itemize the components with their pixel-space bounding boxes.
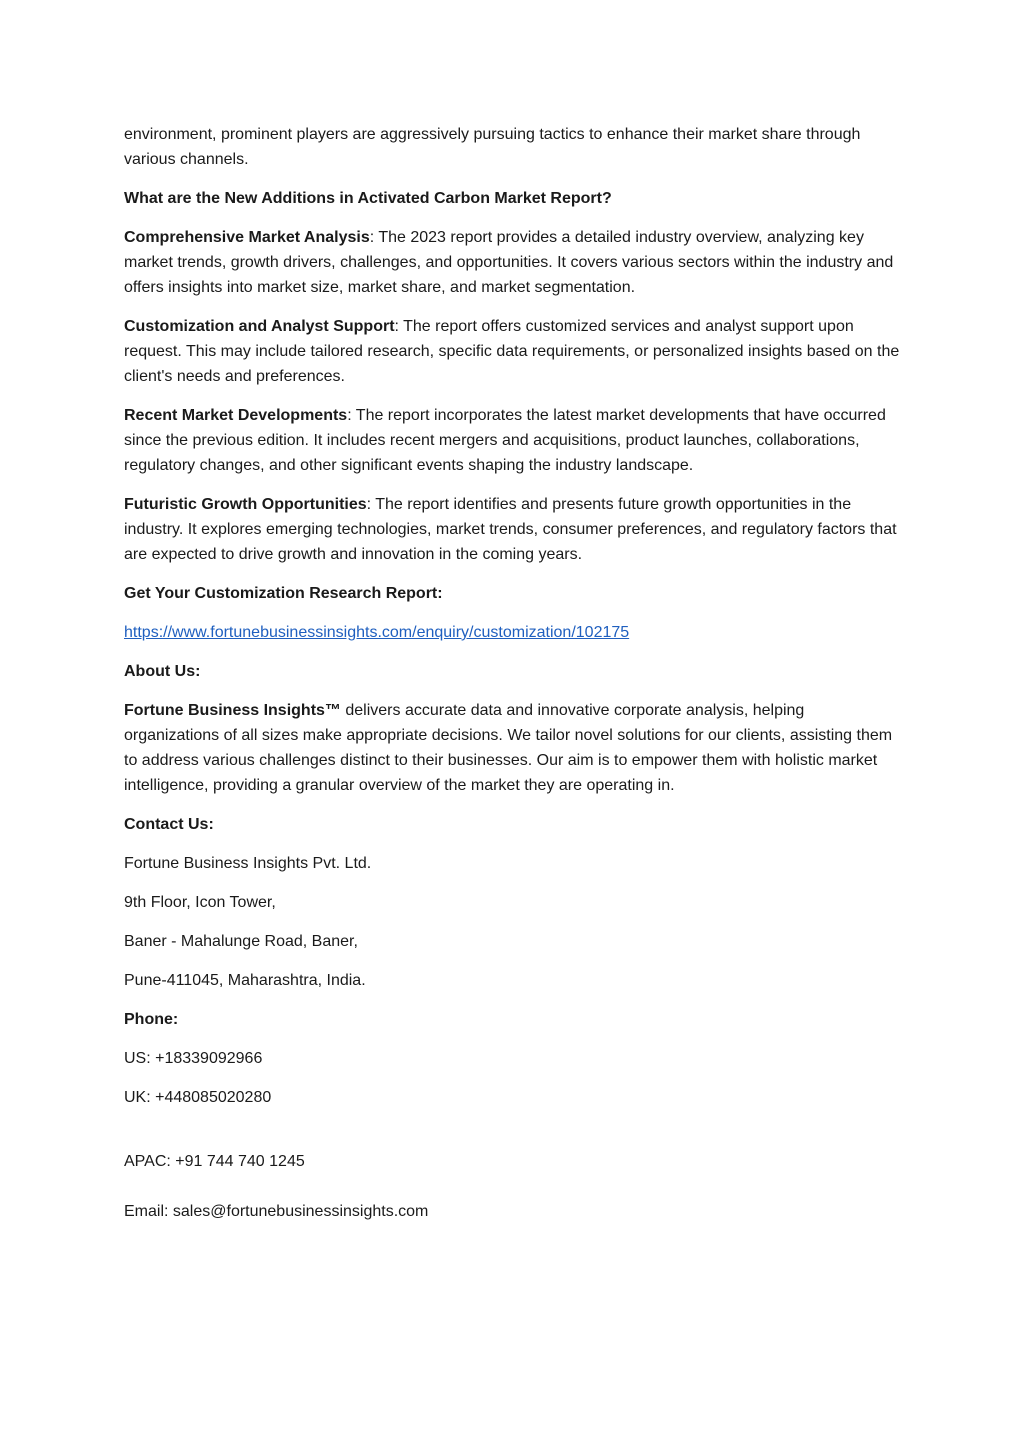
addition-item-growth-opportunities	[124, 492, 900, 567]
addition-item-lead: Comprehensive Market Analysis	[124, 229, 370, 246]
phone-uk: UK: +448085020280	[124, 1089, 272, 1106]
phone-us: US: +18339092966	[124, 1050, 263, 1067]
intro-paragraph: environment, prominent players are aggressively pursuing tactics to enhance their market share through various channels.	[124, 126, 861, 168]
phone-heading: Phone:	[124, 1011, 179, 1028]
contact-address-line1: 9th Floor, Icon Tower,	[124, 894, 276, 911]
customization-link-paragraph	[124, 620, 900, 645]
document-page	[124, 122, 900, 1238]
customization-link[interactable]: https://www.fortunebusinessinsights.com/enquiry/customization/102175	[124, 624, 630, 641]
about-company-name: Fortune Business Insights™	[124, 702, 341, 719]
contact-address-line3: Pune-411045, Maharashtra, India.	[124, 972, 366, 989]
addition-item-text: : The report identifies and presents future growth opportunities in the industry. It explores emerging technologies, market trends, consumer preferences, and regulatory factors that are expected to drive growth and innovation in the coming years.	[124, 496, 897, 563]
addition-item-customization-support	[124, 314, 900, 389]
about-text: delivers accurate data and innovative corporate analysis, helping organizations of all sizes make appropriate decisions. We tailor novel solutions for our clients, assisting them to address various challenges distinct to their businesses. Our aim is to empower them with holistic market intelligence, providing a granular overview of the market they are operating in.	[124, 702, 893, 794]
addition-item-lead: Customization and Analyst Support	[124, 318, 395, 335]
blank-line	[124, 1124, 900, 1149]
contact-address-line2: Baner - Mahalunge Road, Baner,	[124, 933, 358, 950]
about-heading: About Us:	[124, 663, 201, 680]
addition-item-text: : The report incorporates the latest market developments that have occurred since the previous edition. It includes recent mergers and acquisitions, product launches, collaborations, regulatory changes, and other significant events shaping the industry landscape.	[124, 407, 886, 474]
phone-apac: APAC: +91 744 740 1245	[124, 1153, 305, 1170]
blank-line	[124, 1188, 900, 1199]
addition-item-lead: Recent Market Developments	[124, 407, 348, 424]
contact-email: Email: sales@fortunebusinessinsights.com	[124, 1203, 429, 1220]
contact-company: Fortune Business Insights Pvt. Ltd.	[124, 855, 372, 872]
addition-item-comprehensive-analysis	[124, 225, 900, 300]
contact-heading: Contact Us:	[124, 816, 214, 833]
customization-heading: Get Your Customization Research Report:	[124, 585, 443, 602]
about-paragraph	[124, 698, 900, 798]
addition-item-text: : The 2023 report provides a detailed industry overview, analyzing key market trends, growth drivers, challenges, and opportunities. It covers various sectors within the industry and offers insights into market size, market share, and market segmentation.	[124, 229, 894, 296]
addition-item-recent-developments	[124, 403, 900, 478]
addition-item-text: : The report offers customized services and analyst support upon request. This may include tailored research, specific data requirements, or personalized insights based on the client's needs and preferences.	[124, 318, 900, 385]
addition-item-lead: Futuristic Growth Opportunities	[124, 496, 367, 513]
new-additions-heading: What are the New Additions in Activated Carbon Market Report?	[124, 190, 612, 207]
